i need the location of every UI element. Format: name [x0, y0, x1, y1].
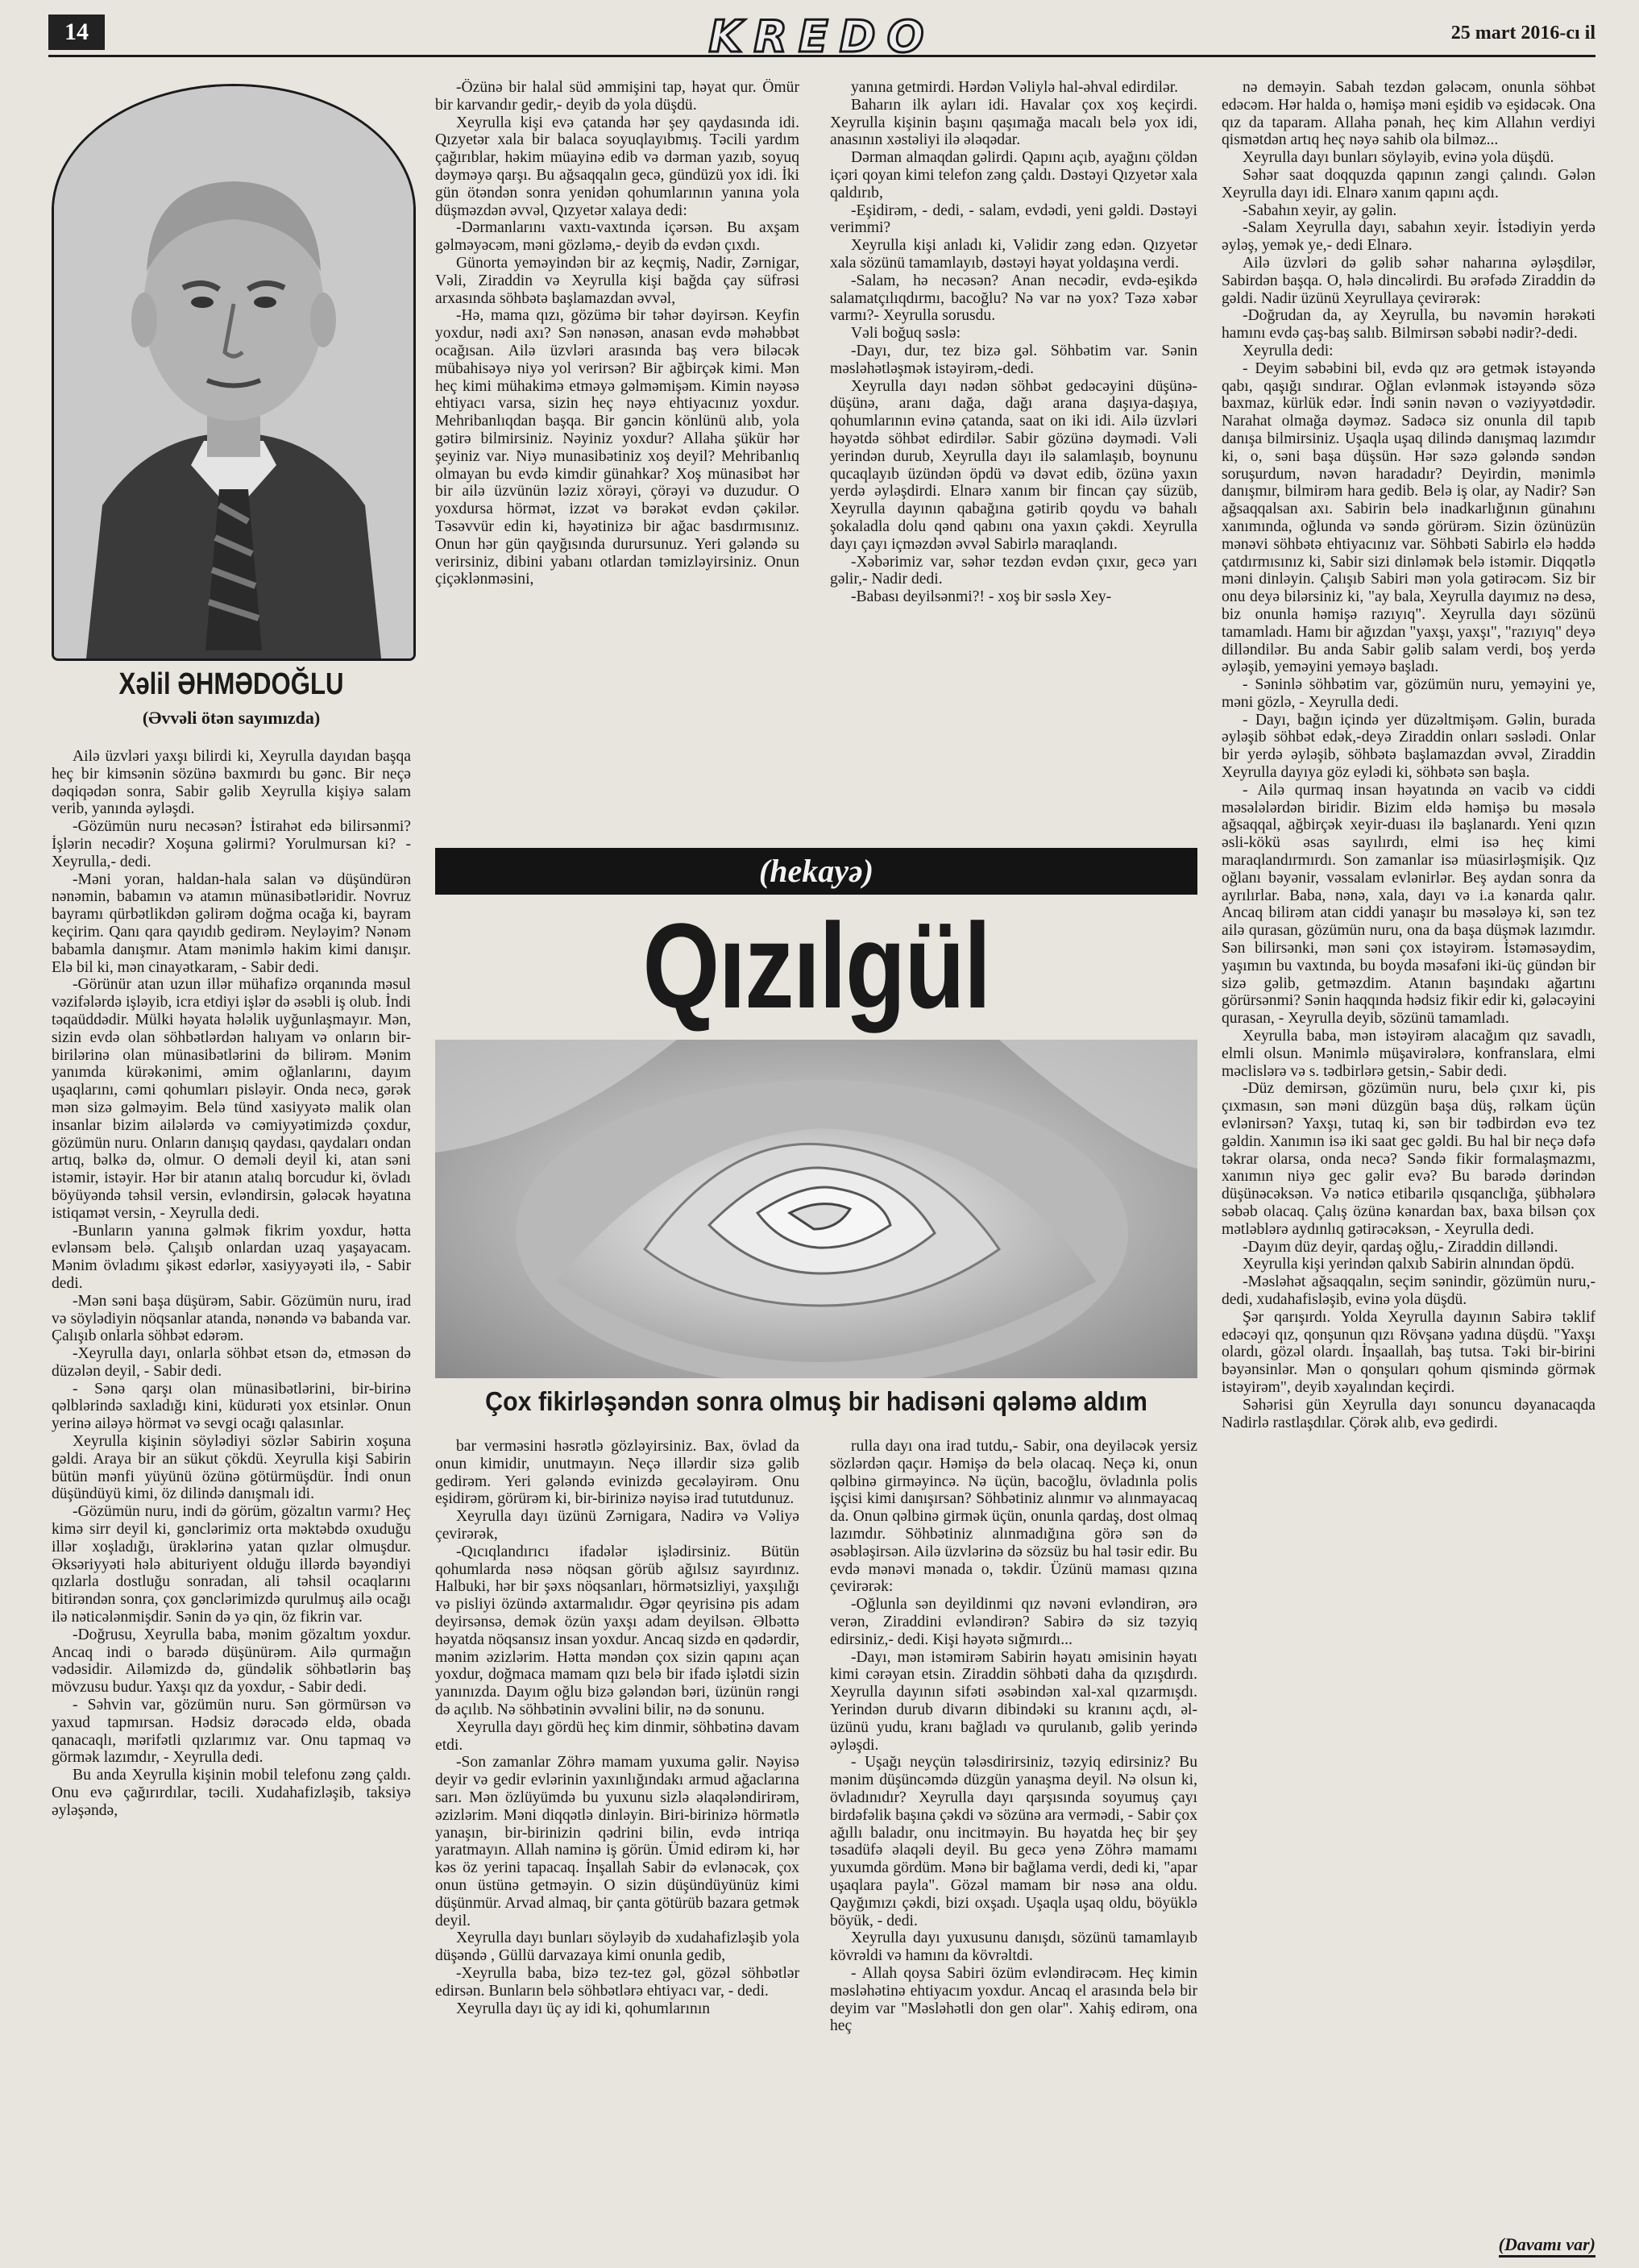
paragraph: -Xeyrulla dayı, onlarla söhbət etsən də, etməsən də düzələn deyil, - Sabir dedi.	[52, 1345, 411, 1380]
paragraph: Bu anda Xeyrulla kişinin mobil telefonu zəng çaldı. Onu evə çağırırdılar, təcili. Xudahafizləşib, taksiyə əyləşəndə,	[52, 1767, 411, 1819]
paragraph: -Salam Xeyrulla dayı, sabahın xeyir. İstədiyin yerdə əyləş, yemək ye,- dedi Elnarə.	[1222, 219, 1595, 255]
paragraph: -Doğrudan da, ay Xeyrulla, bu nəvəmin hərəkəti hamını evdə çaş-baş salıb. Bilmirsən səbəbi nədir?-dedi.	[1222, 307, 1595, 343]
paragraph: Səhər saat doqquzda qapının zəngi çalındı. Gələn Xeyrulla dayı idi. Elnarə xanım qapını açdı.	[1222, 166, 1595, 201]
paragraph: -Hə, mama qızı, gözümə bir təhər dəyirsən. Keyfin yoxdur, nədi axı? Sən nənəsən, anasan evdə məhəbbət ocağısan. Ailə üzvləri arasında baş verə biləcək mübahisəyə niyə yol verirsən? Bir ağbirçək kimi. Mən heç kimi mühakimə etməyə gəlməmişəm. Kimin nəyəsə ehtiyacı varsa, sizin heç nəyə ehtiyacınız yoxdur. Mehribanlıqdan başqa. Bir gəncin könlünü alıb, yola gətirə bilmirsiniz. Nəyiniz yoxdur? Allaha şükür hər şeyiniz var. Niyə munasibətiniz xoş deyil? Mehribanlıq olmayan bu evdə kimdir günahkar? Xoş münasibət hər bir ailə üzvünün ləziz xörəyi, çörəyi və duzudur. O yoxdursa hörmət, izzət və bərəkət evdən çəkilər. Təsəvvür edin ki, həyətinizə bir ağac basdırmısınız. Onun hər gün qayğısında durursunuz. Yeri gələndə su verirsiniz, dibini yabanı otlardan təmizləyirsiniz. Onun çiçəklənməsini,	[435, 307, 799, 588]
issue-date: 25 mart 2016-cı il	[1450, 23, 1595, 44]
paragraph: Xeyrulla dayı üç ay idi ki, qohumlarının	[456, 2000, 711, 2017]
rose-photo	[435, 1040, 1197, 1378]
author-photo	[52, 84, 416, 661]
paragraph: -Məni yoran, haldan-hala salan və düşündürən nənəmin, babamın və atamın münasibətləridir. Novruz bayramı qürbətlikdən gəlirəm doğma ocağa ki, bayram keçirim. Qanı qara qayıdıb gedirəm. Neyləyim? Nənəm babamla danışmır. Atam mənimlə hakim kimi danışır. Elə bil ki, mən cinayətkaram, - Sabir dedi.	[52, 870, 411, 976]
paragraph: Şər qarışırdı. Yolda Xeyrulla dayının Sabirə təklif edəcəyi qız, qonşunun qızı Rövşanə yadına düşdü. "Yaxşı olardı, gözəl olardı. İnşaallah, baş tutsa. Təki bir-birini bəyənsinlər. Mən o qonşuları qohum qismində görmək istəyirəm", deyib xəyalından keçirdi.	[1222, 1308, 1595, 1396]
paragraph: -Xeyrulla baba, bizə tez-tez gəl, gözəl söhbətlər edirsən. Bunların belə söhbətlərə ehtiyacı var, - dedi.	[435, 1964, 799, 2000]
paragraph: Xeyrulla dedi:	[1243, 342, 1334, 359]
paragraph: Xeyrulla kişi evə çatanda hər şey qaydasında idi. Qızyetər xala bir balaca soyuqlayıbmış. Təcili yardım çağırıblar, həkim müayinə edib və dərman yazıb, soyuq dəyməyə qarşı. Bu ağsaqqalın gecə, gündüzü yox idi. İki gün ötəndən sonra yenidən qohumlarının yanına yola düşməzdən əvvəl, Qızyetər xalaya dedi:	[435, 114, 799, 219]
paragraph: -Bunların yanına gəlmək fikrim yoxdur, hətta evlənsəm belə. Çalışıb onlardan uzaq yaşayacam. Mənim övladımı şikəst edərlər, xasiyyəyəti ilə, - Sabir dedi.	[52, 1222, 411, 1292]
column-2-top	[435, 79, 799, 837]
paragraph: -Qıcıqlandırıcı ifadələr işlədirsiniz. Bütün qohumlarda nəsə nöqsan görüb ağılsız sayırdınız. Halbuki, hər bir şəxs nöqsanları, hörmətsizliyi, yaxşılığı və pisliyi özündə axtarmalıdır. Əgər qeyrisinə pis adam deyirsənsə, demək özün yaxşı adam deyilsən. Əlbəttə həyatda nöqsansız insan yoxdur. Ancaq sizdə en qədərdir, mənim əzizlərim. Hətta məndən çox sizin qapını açan yoxdur, doğmaca mamam qızı belə bir ifadə işlətdi sizin yanınızda. Dayım oğlu bizə gələndən bəri, üzünün rəngi də açılıb. Nə söhbətinin əvvəlini bilir, nə də sonunu.	[435, 1543, 799, 1718]
story-subtitle: Çox fikirləşəndən sonra olmuş bir hadisəni qələmə aldım	[485, 1386, 1147, 1416]
paragraph: Dərman almaqdan gəlirdi. Qapını açıb, ayağını çöldən içəri qoyan kimi telefon zəng çaldı. Dəstəyi Qızyetər xala qaldırıb,	[830, 149, 1197, 201]
column-3-bottom	[830, 1438, 1197, 2228]
column-3-top	[830, 79, 1197, 837]
paragraph: - Allah qoysa Sabiri özüm evləndirəcəm. Heç kimin məsləhətinə ehtiyacım yoxdur. Ancaq el arasında belə bir deyim var "Məsləhətli don gen olar". Xahiş edirəm, ona heç	[830, 1964, 1197, 2035]
genre-label: (hekayə)	[435, 848, 1197, 895]
paragraph: -Eşidirəm, - dedi, - salam, evdədi, yeni gəldi. Dəstəyi verimmi?	[830, 201, 1197, 237]
portrait-illustration	[54, 86, 413, 658]
author-name: Xəlil ƏHMƏDOĞLU	[118, 667, 344, 701]
paragraph: Vəli boğuq səslə:	[851, 325, 961, 343]
previous-issue-note: (Əvvəli ötən sayımızda)	[142, 708, 321, 728]
paragraph: Xeyrulla dayı üzünü Zərnigara, Nadirə və Vəliyə çevirərək,	[435, 1508, 799, 1543]
paragraph: Xeyrulla kişi yerindən qalxıb Sabirin alnından öpdü.	[1243, 1256, 1575, 1273]
paragraph: - Sənə qarşı olan münasibətlərini, bir-birinə qəlblərində saxladığı kini, küdurəti yox etsinlər. Onun yerinə ailəyə hörmət və sevgi ocağı qalasınlar.	[52, 1380, 411, 1433]
continued-note: (Davamı var)	[1499, 2234, 1595, 2258]
paragraph: Ailə üzvləri də gəlib səhər naharına əyləşdilər, Sabirdən başqa. O, hələ dincəlirdi. Bu ərəfədə Ziraddin də gəldi. Nadir üzünü Xeyrullaya çevirərək:	[1222, 254, 1595, 307]
column-1	[52, 748, 411, 2231]
paragraph: -Gözümün nuru, indi də görüm, gözaltın varmı? Heç kimə sirr deyil ki, gənclərimiz orta məktəbdə oxuduğu illər xoşladığı, ürəklərinə yatan qızlar olmuşdur. Əksəriyyəti hələ abituriyent olduğu illərdə bəyəndiyi qızlarla dostluğu sonradan, ali təhsil ocaqlarını bitirəndən sonra, çox gənclərimizdə qurulmuş ailə ocağı ilə nəticələnmişdir. Sənin də yə qin, öz fikrin var.	[52, 1503, 411, 1626]
paragraph: -Xəbərimiz var, səhər tezdən evdən çıxır, gecə yarı gəlir,- Nadir dedi.	[830, 553, 1197, 588]
paragraph: -Doğrusu, Xeyrulla baba, mənim gözaltım yoxdur. Ancaq indi o barədə düşünürəm. Ailə qurmağın vədəsidir. Ailəmizdə də, gündəlik söhbətlərin baş mövzusu budur. Yaxşı qız da yoxdur, - Sabir dedi.	[52, 1626, 411, 1697]
paragraph: Xeyrulla dayı nədən söhbət gedəcəyini düşünə-düşünə, aranı dağa, dağı arana daşıya-daşıya, qohumlarının evinə çatanda, saat on iki idi. Ailə üzvləri həyətdə söhbət edirdilər. Sabir gözünə dəymədi. Vəli yerindən durub, Xeyrulla dayı ilə salamlaşıb, boynunu qucaqlayıb üzündən öpdü və dəvət edib, özünə yaxın yerdə əyləşdirdi. Elnarə xanım bir fincan çay süzüb, Xeyrulla dayının qabağına gətirib qoydu və bahalı şokaladla dolu qənd qabını ona yaxın çəkdi. Xeyrulla dayı çayı içməzdən əvvəl Sabirlə maraqlandı.	[830, 377, 1197, 553]
paragraph: Ailə üzvləri yaxşı bilirdi ki, Xeyrulla dayıdan başqa heç bir kimsənin sözünə baxmırdı bu gənc. Bir neçə dəqiqədən sonra, Sabir gəlib Xeyrulla kişiyə salam verib, yanında əyləşdi.	[52, 748, 411, 818]
paragraph: -Babası deyilsənmi?! - xoş bir səslə Xey-	[851, 588, 1112, 606]
paragraph: Baharın ilk ayları idi. Havalar çox xoş keçirdi. Xeyrulla kişinin başını qaşımağa macalı belə yox idi, anasının xəstəliyi ilə ələqədar.	[830, 96, 1197, 149]
paragraph: rulla dayı ona irad tutdu,- Sabir, ona deyiləcək yersiz sözlərdən qaçır. Həmişə də belə olacaq. Neçə ki, onun qəlbinə girməyincə. Nə üçün, bacoğlu, övladınla polis işçisi kimi danışırsan? Söhbətiniz alınmır və alınmayacaq da. Onun qəlbinə girmək üçün, onunla qardaş, dost olmaq lazımdır. Söhbətiniz alınmadığına görə sən də əsəbləşirsən. Ailə üzvlərinə də sözsüz bu hal təsir edir. Bu evdə mənəvi mənada o, təkdir. Üzünü maması qızına çevirərək:	[830, 1438, 1197, 1596]
paragraph: -Görünür atan uzun illər mühafizə orqanında məsul vəzifələrdə işləyib, icra etdiyi işlər də əsəbli iş olub. İndi təqaüddədir. Mülki həyata hələlik uyğunlaşmayır. Mən, sizin evdə olan söhbətlərdən halıyam və onların bir-birilərinə olan münasibətlərini də bilirəm. Mənim yanımda kürəkənimi, əmim oğlanlarını, dayım uşaqlarını, cəmi qohumları pisləyir. Onda necə, gərək mən sizə gəlməyim. Belə tünd xasiyyətə malik olan insanlar bizim ailələrdə və cəmiyyətimizdə çoxdur, gözümün nuru. Onların danışıq qaydası, qaydaları ondan artıq, bəlkə də, olmur. O deməli deyil ki, atan səni istəmir, istəyir. Hər bir atanın atalıq borcudur ki, övladı böyüyəndə təhsil versin, evləndirsin, gələcək həyatına istiqamət versin, - Xeyrulla dedi.	[52, 976, 411, 1222]
story-title: Qızılgül	[642, 898, 990, 1033]
paragraph: -Düz demirsən, gözümün nuru, belə çıxır ki, pis çıxmasın, sən məni düzgün başa düş, rəlkam üçün evlənirsən? Yaxşı, tutaq ki, sən bir tədbirdən evə tez gəldin. Xanımın isə iki saat gec gəldi. Bu hal bir neçə dəfə təkrar olarsa, onda necə? Səndə fikir formalaşmazmı, xanımın niyə gec gəlir evə? Bu barədə dərindən düşünəcəksən. Və nəticə etibarilə qısqanclığa, şübhələrə səbəb olacaq. Çalış özünə kənardan bax, baxa bilsən çox mətləblərə aydınlıq gətirəcəksən, - Xeyrulla dedi.	[1222, 1080, 1595, 1238]
paragraph: -Dərmanlarını vaxtı-vaxtında içərsən. Bu axşam gəlməyəcəm, məni gözləmə,- deyib də evdən çıxdı.	[435, 219, 799, 255]
paragraph: yanına getmirdi. Hərdən Vəliylə hal-əhval edirdilər.	[851, 79, 1179, 96]
paragraph: Günorta yeməyindən bir az keçmiş, Nadir, Zərnigar, Vəli, Ziraddin və Xeyrulla kişi bağda çay süfrəsi arxasında söhbətə başlamazdan əvvəl,	[435, 254, 799, 307]
paragraph: Xeyrulla dayı gördü heç kim dinmir, söhbətinə davam etdi.	[435, 1718, 799, 1754]
column-4	[1222, 79, 1595, 2223]
paragraph: -Salam, hə necəsən? Anan necədir, evdə-eşikdə salamatçılıqdırmı, bacoğlu? Nə var nə yox? Təzə xəbər varmı?- Xeyrulla sorusdu.	[830, 272, 1197, 325]
rose-illustration	[435, 1040, 1197, 1378]
paragraph: -Dayı, dur, tez bizə gəl. Söhbətim var. Sənin məsləhətləşmək istəyirəm,-dedi.	[830, 342, 1197, 377]
paragraph: - Səhvin var, gözümün nuru. Sən görmürsən və yaxud tapmırsan. Hədsiz dərəcədə eldə, obada qanacaqlı, mərifətli qızlarımız var. Onu tapmaq və görmək lazımdır, - Xeyrulla dedi.	[52, 1697, 411, 1767]
paragraph: - Səninlə söhbətim var, gözümün nuru, yeməyini ye, məni gözlə, - Xeyrulla dedi.	[1222, 676, 1595, 711]
paragraph: -Oğlunla sən deyildinmi qız nəvəni evləndirən, ərə verən, Ziraddini evləndirən? Sabirə də siz təzyiq edirsiniz,- dedi. Kişi həyətə sığmırdı...	[830, 1596, 1197, 1648]
paragraph: -Sabahın xeyir, ay gəlin.	[1243, 201, 1397, 219]
paragraph: -Gözümün nuru necəsən? İstirahət edə bilirsənmi? İşlərin necədir? Xoşuna gəlirmi? Yorulmursan ki? - Xeyrulla,- dedi.	[52, 818, 411, 870]
page-header	[48, 11, 1595, 62]
paragraph: Xeyrulla kişi anladı ki, Vəlidir zəng edən. Qızyetər xala sözünü tamamlayıb, dəstəyi həyat yoldaşına verdi.	[830, 237, 1197, 272]
paragraph: -Məsləhət ağsaqqalın, seçim sənindir, gözümün nuru,- dedi, xudahafisləşib, evinə yola düşdü.	[1222, 1273, 1595, 1308]
paragraph: -Dayı, mən istəmirəm Sabirin həyatı əmisinin həyatı kimi cərəyan etsin. Ziraddin söhbəti daha da qızışdırdı. Xeyrulla dayının sifəti əsəbindən xal-xal qızarmışdı. Yerindən durub divarın dibindəki su kranını açdı, əl-üzünü yudu, kranı bağladı və qurulanıb, gəlib yerində əyləşdi.	[830, 1648, 1197, 1754]
newspaper-masthead: KREDO	[708, 11, 936, 62]
paragraph: -Dayım düz deyir, qardaş oğlu,- Ziraddin dilləndi.	[1243, 1238, 1558, 1256]
paragraph: - Deyim səbəbini bil, evdə qız ərə getmək istəyəndə qabı, qaşığı sındırar. Oğlan evlənmək istəyəndə sözə baxmaz, kürlük edər. İndi sənin nəvən o vəziyyətdədir. Narahat olmağa dəyməz. Sadəcə siz onunla dil tapıb danışa bilmirsiniz. Uşaqla uşaq dilində danışmaq lazımdır ki, o, səni başa düşsün. Hər səzə gələndə səndən soruşurdum, nəvən haradadır? Deyirdin, mənimlə danışmır, bilmirəm hara gedib. Belə iş olar, ay Nadir? Sən ağsaqqalsan axı. Sabirin belə inadkarlığının günahını xanımında, oğlunda və səndə görürəm. Sizin özünüzün mənəvi söhbətə ehtiyacınız var. Söhbəti Sabirlə elə həddə çatdırmısınız ki, Sabir sizi dinləmək belə istəmir. Diqqətlə məni dinləyin. Çalışıb Sabiri mən yola gətirəcəm. Siz bir onu deyə bilərsiniz ki, "ay bala, Xeyrulla dayımız nə desə, biz onunla həmişə razıyıq". Xeyrulla dayı sözünü tamamladı. Hamı bir ağızdan "yaxşı, yaxşı", "razıyıq" deyə dilləndilər. Bu anda Sabir gəlib salam verdi, boş yerdə əyləşib, yeməyini yeməyə başladı.	[1222, 359, 1595, 676]
column-2-bottom	[435, 1438, 799, 2228]
paragraph: Səhərisi gün Xeyrulla dayı sonuncu dəyanacaqda Nadirlə rastlaşdılar. Çörək alıb, evə gedirdi.	[1222, 1396, 1595, 1431]
page-number: 14	[48, 15, 105, 50]
paragraph: - Dayı, bağın içində yer düzəltmişəm. Gəlin, burada əyləşib söhbət edək,-deyə Ziraddin onları səslədi. Onlar bir yerdə əyləşib, söhbətə başlamazdan əvvəl, Ziraddin Xeyrulla dayıya göz eylədi ki, söhbətə sən başla.	[1222, 711, 1595, 782]
paragraph: Xeyrulla dayı bunları söyləyib, evinə yola düşdü.	[1243, 149, 1554, 167]
paragraph: nə deməyin. Sabah tezdən gələcəm, onunla söhbət edəcəm. Hər halda o, həmişə məni eşidib və eşidəcək. Ona qız da taparam. Allaha pənah, heç kim Allahın verdiyi qismətdən artıq heç nəyə sahib ola bilməz...	[1222, 79, 1595, 149]
paragraph: -Mən səni başa düşürəm, Sabir. Gözümün nuru, irad və söylədiyin nöqsanlar atanda, nənəndə və babanda var. Çalışıb onlarla söhbət edərəm.	[52, 1292, 411, 1345]
paragraph: -Özünə bir halal süd əmmişini tap, həyat qur. Ömür bir karvandır gedir,- deyib də yola düşdü.	[435, 79, 799, 114]
paragraph: bar verməsini həsrətlə gözləyirsiniz. Bax, övlad da onun kimidir, unutmayın. Neçə illərdir sizə gəlib gedirəm. Yeri gələndə evinizdə gecələyirəm. Onu eşidirəm, görürəm ki, bir-birinizə nəyisə irad tututdunuz.	[435, 1438, 799, 1508]
paragraph: Xeyrulla dayı yuxusunu danışdı, sözünü tamamlayıb kövrəldi və hamını da kövrəltdi.	[830, 1929, 1197, 1965]
paragraph: Xeyrulla dayı bunları söyləyib də xudahafizləşib yola düşəndə , Güllü darvazaya kimi onunla gedib,	[435, 1929, 799, 1965]
paragraph: Xeyrulla kişinin söylədiyi sözlər Sabirin xoşuna gəldi. Araya bir an sükut çökdü. Xeyrulla kişi Sabirin bütün mənfi yüyünü özünə götürmüşdür. İndi onun düşündüyü kimi, öz dilində danışmalı idi.	[52, 1433, 411, 1503]
paragraph: - Uşağı neyçün tələsdirirsiniz, təzyiq edirsiniz? Bu mənim düşüncəmdə düzgün yanaşma deyil. Nə olsun ki, övladınıdır? Xeyrulla dayı qarşısında soyumuş çayı birdəfəlik başına çəkdi və sözünə ara vermədi, - Sabir çox ağıllı baladır, onu incitməyin. Bu həyatda heç bir şey təsadüfə əlaqəli deyil. Bu gecə yenə Zöhrə mamamı yuxumda gördüm. Mənə bir bağlama verdi, dedi ki, "apar uşaqlara payla". Gözəl mamam bir nəsə ana oldu. Qayğımızı çəkdi, bizi oxşadı. Uşaqla uşaq oldu, böyüklə böyük, - dedi.	[830, 1754, 1197, 1929]
paragraph: Xeyrulla baba, mən istəyirəm alacağım qız savadlı, elmli olsun. Mənimlə müşavirələrə, konfranslara, elmi məclislərə və s. tədbirlərə getsin,- Sabir dedi.	[1222, 1028, 1595, 1080]
paragraph: - Ailə qurmaq insan həyatında ən vacib və ciddi məsələlərdən biridir. Bizim eldə həmişə bu məsələ ağsaqqal, ağbirçək xeyir-duası ilə başlanardı. Yeni qızın əsli-kökü əsas sayılırdı, elmi isə heç kimi maraqlandırmırdı. Son zamanlar isə müasirləşmişik. Qız oğlanı bəyənir, vəssalam evlənirlər. Beş aydan sonra da ayrılırlar. Baba, nənə, xala, dayı və i.a kənarda qalır. Ancaq bilirəm atan ciddi yanaşır bu məsələyə ki, sən tez ailə qurasan, gözümün nuru, ona da başa düşmək lazımdır. Sən bilirsənki, mən səni çox istəyirəm. İstəməsəydim, yaşımın bu vaxtında, bu boyda məsafəni iki-üç gündən bir sizə gəlib, getməzdim. Atanın başındakı ağartını görürsənmi? Sənin haqqında hədsiz fikir edir ki, gələcəyini qurasan, - Xeyrulla deyib, sözünü tamamladı.	[1222, 781, 1595, 1028]
paragraph: -Son zamanlar Zöhrə mamam yuxuma gəlir. Nəyisə deyir və gedir evlərinin yaxınlığındakı armud ağaclarına sarı. Mən özlüyümdə bu yuxunu sizlə əlaqələndirirəm, əzizlərim. Məni diqqətlə dinləyin. Biri-birinizə hörmətlə yanaşın, bir-birinizin qədrini bilin, evdə intriqa yaratmayın. Allah naminə iş görün. Ümid edirəm ki, hər kəs öz yerini tapacaq. İnşallah Sabir də evlənəcək, çox onun üstünə getməyin. O sizin düşündüyünüz kimi düşünmür. Arvad almaq, bir çanta götürüb bazara getmək deyil.	[435, 1754, 799, 1929]
